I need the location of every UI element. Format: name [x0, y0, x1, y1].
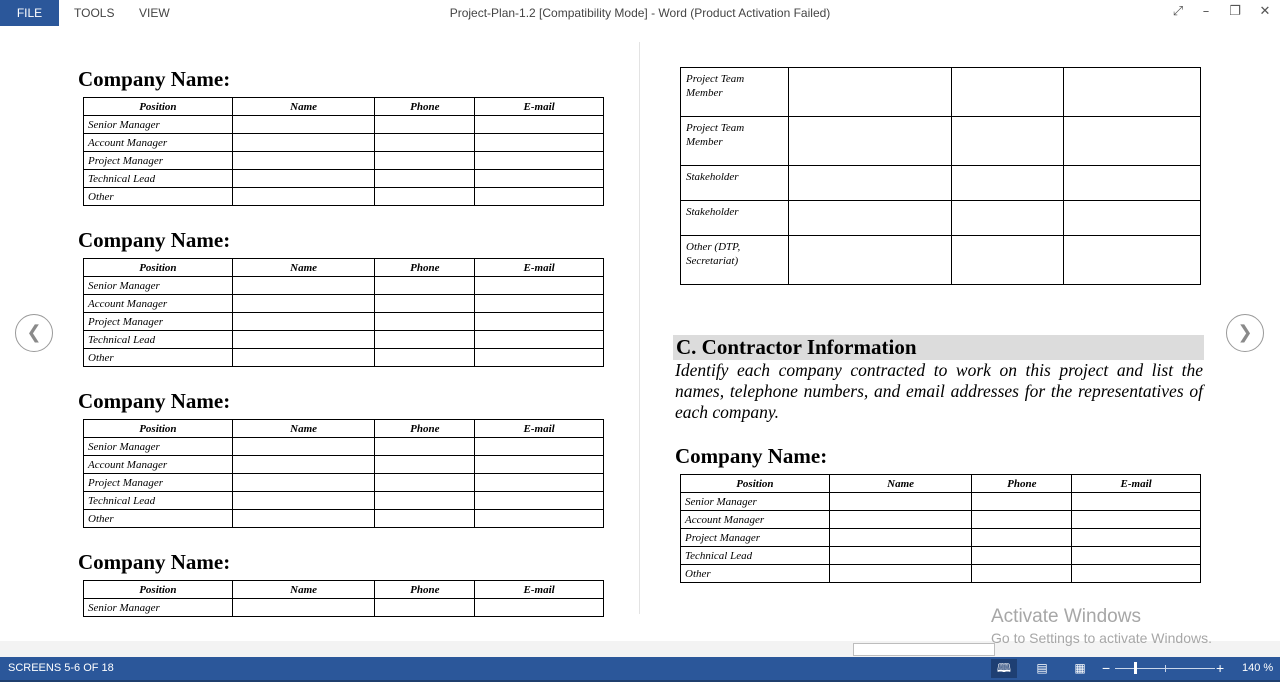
role-cell: Project Team Member — [681, 117, 789, 166]
company-contact-table — [83, 97, 604, 206]
company-name-heading: Company Name: — [78, 389, 231, 413]
position-cell: Senior Manager — [84, 116, 233, 134]
position-cell: Account Manager — [681, 511, 830, 529]
column-header-phone: Phone — [375, 98, 475, 116]
team-roles-table — [680, 67, 1201, 285]
zoom-slider-thumb[interactable] — [1134, 662, 1137, 674]
table-row — [84, 152, 604, 170]
position-cell: Account Manager — [84, 456, 233, 474]
column-header-email: E-mail — [475, 98, 604, 116]
zoom-out-button[interactable]: − — [1102, 660, 1111, 676]
table-row — [84, 277, 604, 295]
table-row — [84, 331, 604, 349]
document-title: Project-Plan-1.2 [Compatibility Mode] - Word (Product Activation Failed) — [449, 6, 831, 20]
column-header-name: Name — [232, 259, 375, 277]
table-row — [84, 170, 604, 188]
column-header-position: Position — [84, 420, 233, 438]
close-icon[interactable]: ✕ — [1259, 4, 1271, 19]
column-header-name: Name — [232, 420, 375, 438]
table-row — [84, 295, 604, 313]
position-cell: Project Manager — [84, 152, 233, 170]
column-header-position: Position — [84, 259, 233, 277]
menu-file[interactable]: FILE — [0, 0, 59, 26]
menu-view[interactable]: VIEW — [139, 6, 170, 20]
column-header-position: Position — [84, 98, 233, 116]
column-header-phone: Phone — [972, 475, 1072, 493]
position-cell: Other — [84, 510, 233, 528]
company-contact-table — [680, 474, 1201, 583]
table-row — [84, 492, 604, 510]
print-layout-icon[interactable]: ▤ — [1036, 661, 1048, 675]
zoom-in-button[interactable]: + — [1216, 660, 1225, 676]
company-name-heading: Company Name: — [675, 444, 828, 468]
position-cell: Other — [681, 565, 830, 583]
company-contact-table — [83, 580, 604, 617]
column-header-phone: Phone — [375, 259, 475, 277]
table-row — [681, 68, 1201, 117]
table-row — [84, 599, 604, 617]
position-cell: Other — [84, 349, 233, 367]
column-header-email: E-mail — [475, 420, 604, 438]
column-header-name: Name — [232, 98, 375, 116]
full-screen-icon[interactable]: ⤢ — [1172, 4, 1184, 19]
table-row — [84, 456, 604, 474]
company-name-heading: Company Name: — [78, 67, 231, 91]
role-cell: Stakeholder — [681, 201, 789, 236]
status-bar — [0, 657, 1280, 682]
role-cell: Project Team Member — [681, 68, 789, 117]
company-contact-table — [83, 258, 604, 367]
table-row — [681, 529, 1201, 547]
position-cell: Project Manager — [84, 313, 233, 331]
role-cell: Other (DTP, Secretariat) — [681, 236, 789, 285]
web-layout-icon[interactable]: ▦ — [1074, 661, 1086, 675]
zoom-level[interactable]: 140 % — [1242, 662, 1274, 674]
position-cell: Senior Manager — [84, 438, 233, 456]
read-mode-icon[interactable]: 🕮 — [991, 659, 1017, 678]
position-cell: Technical Lead — [681, 547, 830, 565]
company-name-heading: Company Name: — [78, 228, 231, 252]
previous-screen-arrow-icon[interactable]: ❮ — [15, 314, 53, 352]
table-row — [84, 349, 604, 367]
zoom-slider-center-mark — [1165, 665, 1166, 672]
column-header-email: E-mail — [475, 581, 604, 599]
column-header-name: Name — [829, 475, 972, 493]
position-cell: Technical Lead — [84, 492, 233, 510]
position-cell: Account Manager — [84, 295, 233, 313]
column-header-email: E-mail — [475, 259, 604, 277]
activate-windows-watermark: Activate Windows — [991, 606, 1141, 627]
column-header-position: Position — [681, 475, 830, 493]
horizontal-scrollbar-thumb[interactable] — [853, 643, 995, 656]
next-screen-arrow-icon[interactable]: ❯ — [1226, 314, 1264, 352]
table-row — [681, 547, 1201, 565]
table-row — [681, 201, 1201, 236]
section-c-heading: C. Contractor Information — [673, 335, 1204, 360]
table-row — [681, 166, 1201, 201]
table-row — [84, 438, 604, 456]
column-header-phone: Phone — [375, 420, 475, 438]
page-divider — [639, 42, 640, 614]
section-c-paragraph: Identify each company contracted to work on this project and list the names, telephone numbers, and email addresses for the representatives of each company. — [675, 360, 1203, 422]
position-cell: Project Manager — [681, 529, 830, 547]
column-header-email: E-mail — [1072, 475, 1201, 493]
table-row — [681, 236, 1201, 285]
position-cell: Account Manager — [84, 134, 233, 152]
table-row — [84, 474, 604, 492]
screen-count[interactable]: SCREENS 5-6 OF 18 — [8, 662, 114, 674]
table-row — [681, 117, 1201, 166]
position-cell: Technical Lead — [84, 170, 233, 188]
position-cell: Senior Manager — [84, 599, 233, 617]
table-row — [84, 134, 604, 152]
restore-icon[interactable]: ❐ — [1229, 4, 1241, 19]
position-cell: Technical Lead — [84, 331, 233, 349]
table-row — [681, 511, 1201, 529]
title-bar — [0, 0, 1280, 26]
table-row — [681, 493, 1201, 511]
role-cell: Stakeholder — [681, 166, 789, 201]
table-row — [84, 116, 604, 134]
table-row — [84, 510, 604, 528]
company-name-heading: Company Name: — [78, 550, 231, 574]
position-cell: Project Manager — [84, 474, 233, 492]
minimize-icon[interactable]: – — [1202, 4, 1210, 19]
position-cell: Other — [84, 188, 233, 206]
table-row — [84, 313, 604, 331]
column-header-phone: Phone — [375, 581, 475, 599]
position-cell: Senior Manager — [84, 277, 233, 295]
position-cell: Senior Manager — [681, 493, 830, 511]
column-header-name: Name — [232, 581, 375, 599]
menu-tools[interactable]: TOOLS — [74, 6, 115, 20]
table-row — [681, 565, 1201, 583]
company-contact-table — [83, 419, 604, 528]
activate-windows-hint: Go to Settings to activate Windows. — [991, 630, 1212, 646]
table-row — [84, 188, 604, 206]
column-header-position: Position — [84, 581, 233, 599]
